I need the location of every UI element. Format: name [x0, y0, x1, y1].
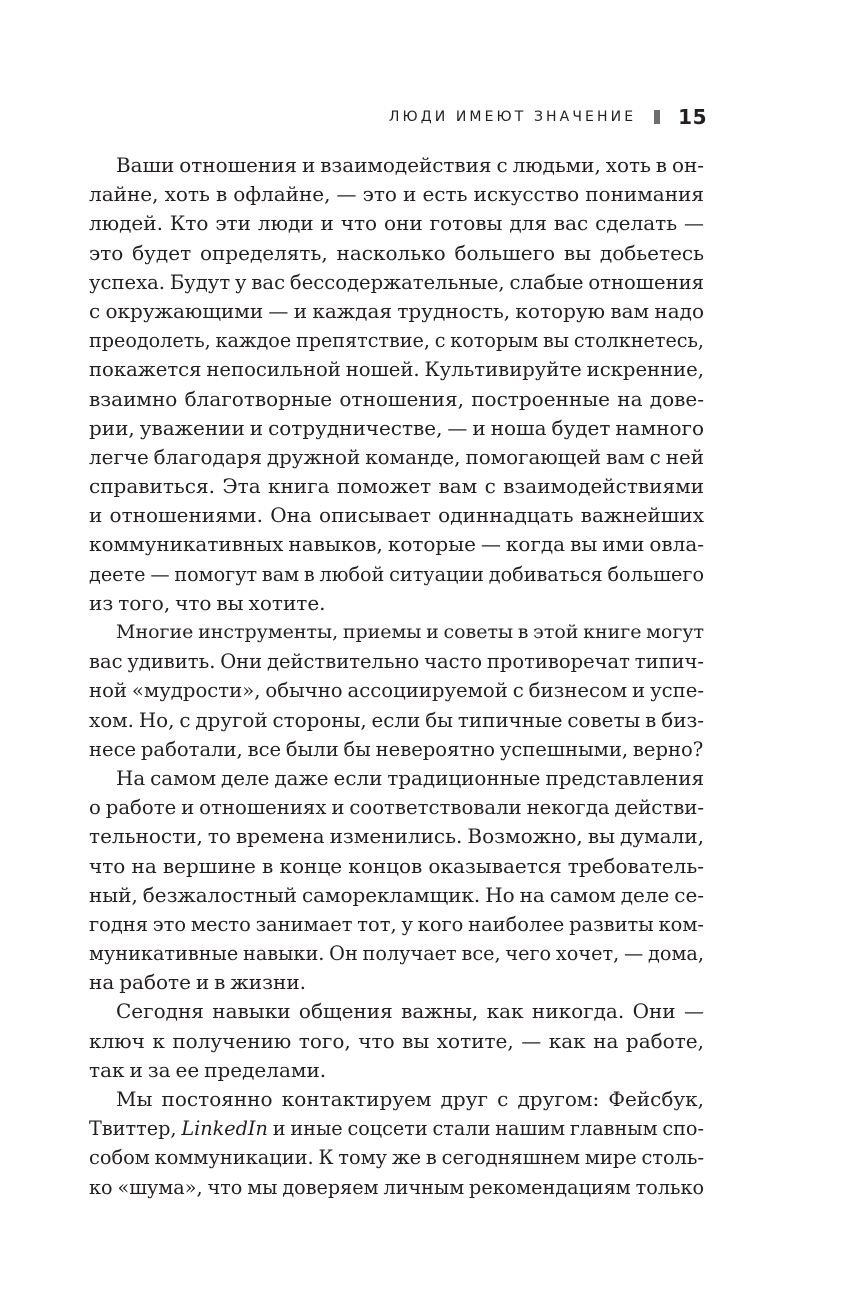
text-line: успеха. Будут у вас бессодержательные, слабые отношения [89, 270, 704, 294]
paragraph-3 [89, 764, 704, 998]
text-line [89, 1085, 704, 1114]
text-line: ключ к получению того, что вы хотите, — как на работе, [89, 1028, 704, 1053]
text-run: ко «шума», что мы доверяем личным рекомендациям только [89, 1175, 704, 1199]
paragraph-2 [89, 618, 704, 764]
text-line: Сегодня навыки общения важны, как никогда. Они — [116, 999, 704, 1024]
text-line: Ваши отношения и взаимодействия с людьми, хоть в он- [116, 154, 704, 177]
text-run: собом коммуникации. К тому же в сегодняшнем мире столь- [89, 1146, 704, 1170]
text-line: тельности, то времена изменились. Возможно, вы думали, [89, 824, 704, 849]
text-line: годня это место занимает тот, у кого наиболее развиты ком- [89, 912, 704, 936]
text-run: Твиттер, [89, 1117, 182, 1141]
text-line: и отношениями. Она описывает одиннадцать важнейших [89, 503, 704, 528]
text-line: что на вершине в конце концов оказывается требователь- [89, 853, 704, 878]
paragraph-4 [89, 997, 704, 1085]
text-line: легче благодаря дружной команде, помогающей вам с ней [89, 445, 704, 469]
text-line: хом. Но, с другой стороны, если бы типичные советы в биз- [89, 708, 704, 732]
running-title: ЛЮДИ ИМЕЮТ ЗНАЧЕНИЕ [388, 109, 637, 125]
text-line: Многие инструменты, приемы и советы в этой книге могут [116, 621, 704, 643]
text-line: справиться. Эта книга поможет вам с взаимодействиями [89, 474, 704, 499]
italic-term: LinkedIn [181, 1117, 268, 1141]
text-line: преодолеть, каждое препятствие, с которым вы столкнетесь, [89, 329, 704, 353]
text-line: рии, уважении и сотрудничестве, — и ноша будет намного [89, 415, 704, 440]
text-line: На самом деле даже если традиционные представления [116, 766, 704, 790]
text-line: взаимно благотворные отношения, построенные на дове- [89, 386, 704, 411]
text-line: несе работали, все были бы невероятно успешными, верно? [89, 737, 704, 761]
text-line: деете — помогут вам в любой ситуации добиваться большего [89, 562, 704, 586]
text-run: Мы постоянно контактируем друг с другом: Фейсбук, [116, 1087, 704, 1111]
text-run: и иные соцсети стали нашим главным спо- [267, 1117, 704, 1141]
text-line: лайне, хоть в офлайне, — это и есть искусство понимания [89, 182, 704, 207]
text-line: покажется непосильной ношей. Культивируйте искренние, [89, 358, 704, 382]
text-line: о работе и отношениях и соответствовали некогда действи- [89, 796, 704, 820]
text-line: ный, безжалостный саморекламщик. Но на самом деле се- [89, 882, 704, 907]
text-line: ной «мудрости», обычно ассоциируемой с бизнесом и успе- [89, 679, 704, 703]
text-line: из того, что вы хотите. [89, 590, 326, 615]
text-line [89, 1114, 704, 1143]
body-text [89, 151, 704, 1202]
text-line [89, 1143, 704, 1172]
header-separator-bar [654, 110, 660, 124]
text-line: так и за ее пределами. [89, 1057, 327, 1082]
text-line: коммуникативных навыков, которые — когда вы ими овла- [89, 532, 704, 557]
text-line: вас удивить. Они действительно часто противоречат типич- [89, 650, 704, 674]
text-line: это будет определять, насколько большего вы добьетесь [89, 240, 704, 265]
paragraph-1 [89, 151, 704, 618]
text-line [89, 1173, 704, 1202]
text-line: муникативные навыки. Он получает все, чего хочет, — дома, [89, 942, 704, 966]
page-number: 15 [678, 105, 707, 129]
text-line: с окружающими — и каждая трудность, которую вам надо [89, 298, 704, 323]
text-line: на работе и в жизни. [89, 970, 307, 995]
text-line: людей. Кто эти люди и что они готовы для вас сделать — [89, 211, 704, 236]
running-header [389, 104, 707, 130]
paragraph-5 [89, 1085, 704, 1202]
